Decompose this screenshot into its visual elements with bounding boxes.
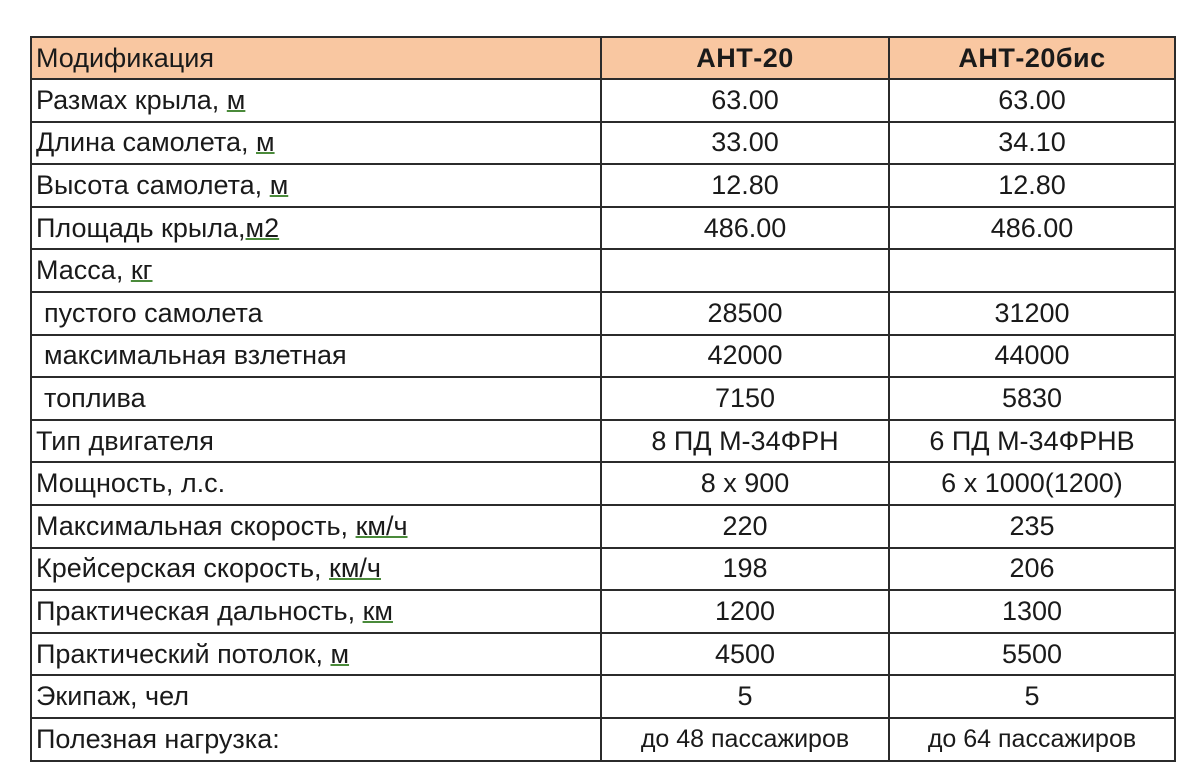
value-cell-ant20: 12.80 xyxy=(601,164,889,207)
parameter-cell xyxy=(31,335,601,378)
table-row xyxy=(31,675,1175,718)
value-cell-ant20bis: 1300 xyxy=(889,590,1175,633)
table-row xyxy=(31,590,1175,633)
column-header-ant20bis: АНТ-20бис xyxy=(889,37,1175,79)
value-cell-ant20bis: 235 xyxy=(889,505,1175,548)
table-row xyxy=(31,122,1175,165)
table-row xyxy=(31,633,1175,676)
value-cell-ant20: 486.00 xyxy=(601,207,889,250)
table-row xyxy=(31,164,1175,207)
table-row xyxy=(31,79,1175,122)
column-header-modification: Модификация xyxy=(31,37,601,79)
table-row xyxy=(31,335,1175,378)
parameter-cell xyxy=(31,675,601,718)
value-cell-ant20bis: 5500 xyxy=(889,633,1175,676)
value-cell-ant20: 8 х 900 xyxy=(601,462,889,505)
parameter-label: пустого самолета xyxy=(44,297,263,328)
table-row xyxy=(31,548,1175,591)
parameter-cell xyxy=(31,590,601,633)
value-cell-ant20: 8 ПД М-34ФРН xyxy=(601,420,889,463)
value-cell-ant20bis: до 64 пассажиров xyxy=(889,718,1175,761)
parameter-label: максимальная взлетная xyxy=(44,340,347,371)
aircraft-specs-table xyxy=(30,36,1176,762)
value-cell-ant20: 63.00 xyxy=(601,79,889,122)
parameter-cell xyxy=(31,718,601,761)
table-row xyxy=(31,505,1175,548)
table-row xyxy=(31,249,1175,292)
value-cell-ant20: 4500 xyxy=(601,633,889,676)
value-cell-ant20: до 48 пассажиров xyxy=(601,718,889,761)
parameter-cell xyxy=(31,462,601,505)
parameter-label: Масса, xyxy=(36,255,131,286)
parameter-label: Размах крыла, xyxy=(36,84,227,115)
parameter-unit: м xyxy=(330,638,350,669)
parameter-cell xyxy=(31,122,601,165)
value-cell-ant20: 42000 xyxy=(601,335,889,378)
value-cell-ant20bis: 44000 xyxy=(889,335,1175,378)
parameter-unit: м xyxy=(269,169,289,200)
value-cell-ant20bis: 31200 xyxy=(889,292,1175,335)
table-header-row xyxy=(31,37,1175,79)
parameter-cell xyxy=(31,633,601,676)
table-row xyxy=(31,377,1175,420)
parameter-unit: м xyxy=(226,84,246,115)
value-cell-ant20: 28500 xyxy=(601,292,889,335)
parameter-label: Мощность, л.с. xyxy=(36,468,226,499)
parameter-cell xyxy=(31,79,601,122)
parameter-label: топлива xyxy=(44,382,146,413)
parameter-label: Максимальная скорость, xyxy=(36,510,356,541)
value-cell-ant20bis: 12.80 xyxy=(889,164,1175,207)
table-row xyxy=(31,420,1175,463)
parameter-cell xyxy=(31,164,601,207)
value-cell-ant20bis: 206 xyxy=(889,548,1175,591)
parameter-unit: кг xyxy=(130,255,153,286)
value-cell-ant20bis: 5 xyxy=(889,675,1175,718)
table-row xyxy=(31,292,1175,335)
parameter-label: Крейсерская скорость, xyxy=(36,553,330,584)
parameter-unit: км xyxy=(362,595,393,626)
value-cell-ant20bis: 486.00 xyxy=(889,207,1175,250)
value-cell-ant20bis: 6 ПД М-34ФРНВ xyxy=(889,420,1175,463)
value-cell-ant20bis: 6 х 1000(1200) xyxy=(889,462,1175,505)
parameter-cell xyxy=(31,548,601,591)
parameter-unit: м xyxy=(256,127,275,158)
parameter-label: Длина самолета, xyxy=(36,127,257,158)
column-header-ant20: АНТ-20 xyxy=(601,37,889,79)
parameter-unit: м2 xyxy=(245,212,280,243)
parameter-label: Практический потолок, xyxy=(36,638,331,669)
table-row xyxy=(31,718,1175,761)
value-cell-ant20: 5 xyxy=(601,675,889,718)
parameter-label: Тип двигателя xyxy=(36,425,214,456)
parameter-cell xyxy=(31,207,601,250)
parameter-unit: км/ч xyxy=(355,510,408,541)
value-cell-ant20bis: 34.10 xyxy=(889,122,1175,165)
parameter-cell xyxy=(31,292,601,335)
value-cell-ant20: 33.00 xyxy=(601,122,889,165)
parameter-label: Полезная нагрузка: xyxy=(36,723,280,754)
value-cell-ant20: 198 xyxy=(601,548,889,591)
value-cell-ant20bis xyxy=(889,249,1175,292)
value-cell-ant20: 7150 xyxy=(601,377,889,420)
table-row xyxy=(31,462,1175,505)
value-cell-ant20 xyxy=(601,249,889,292)
parameter-cell xyxy=(31,249,601,292)
parameter-unit: км/ч xyxy=(329,553,381,584)
parameter-label: Практическая дальность, xyxy=(36,595,363,626)
table-row xyxy=(31,207,1175,250)
parameter-label: Экипаж, чел xyxy=(36,681,189,712)
parameter-cell xyxy=(31,377,601,420)
parameter-cell xyxy=(31,420,601,463)
parameter-label: Площадь крыла, xyxy=(36,212,246,243)
table-body xyxy=(31,79,1175,761)
value-cell-ant20: 220 xyxy=(601,505,889,548)
specs-table-container xyxy=(30,36,1174,762)
value-cell-ant20bis: 5830 xyxy=(889,377,1175,420)
parameter-cell xyxy=(31,505,601,548)
value-cell-ant20: 1200 xyxy=(601,590,889,633)
parameter-label: Высота самолета, xyxy=(36,169,270,200)
value-cell-ant20bis: 63.00 xyxy=(889,79,1175,122)
